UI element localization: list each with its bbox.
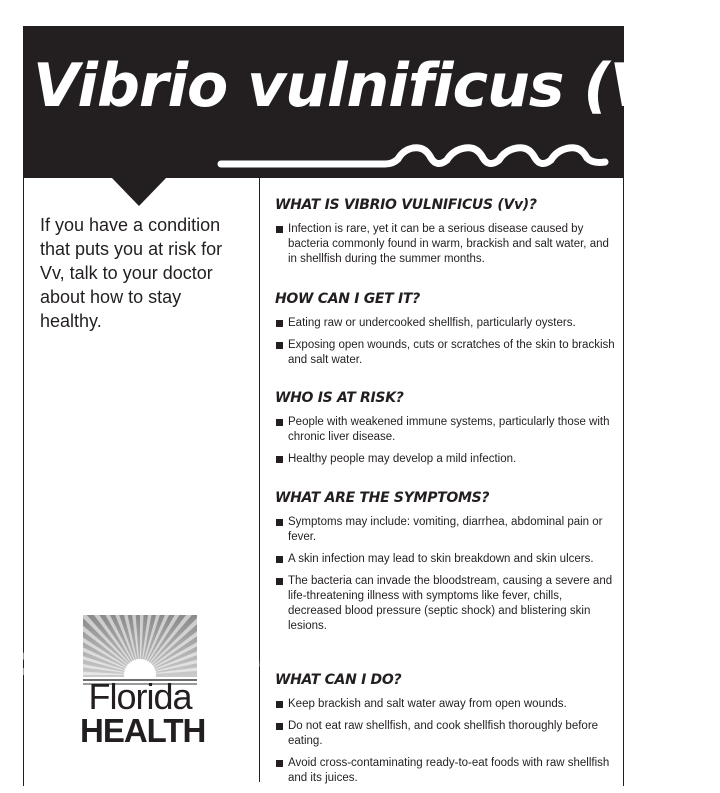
bullet-item (275, 316, 615, 331)
bullet-text: Healthy people may develop a mild infection. (288, 453, 517, 465)
bullet-text: Avoid cross-contaminating ready-to-eat foods with raw shellfish and its juices. (288, 757, 610, 784)
bullet-item (275, 756, 615, 786)
bullet-text: People with weakened immune systems, particularly those with chronic liver disease. (288, 416, 610, 443)
square-bullet-icon (276, 519, 283, 526)
section-heading: WHAT IS VIBRIO VULNIFICUS (Vv)? (275, 197, 537, 213)
square-bullet-icon (276, 226, 283, 233)
bullet-item (275, 338, 615, 368)
bullet-text: Keep brackish and salt water away from open wounds. (288, 698, 567, 710)
bullet-item (275, 222, 615, 267)
intro-text: If you have a condition that puts you at risk for Vv, talk to your doctor about how to stay healthy. (40, 215, 223, 331)
bullet-item (275, 574, 615, 634)
section-what-is (275, 196, 615, 274)
square-bullet-icon (276, 701, 283, 708)
bullet-item (275, 552, 615, 567)
banner-notch (111, 177, 167, 207)
section-heading: WHO IS AT RISK? (275, 390, 404, 406)
section-symptoms (275, 489, 615, 641)
bullet-item (275, 452, 615, 467)
bullet-list (275, 222, 615, 267)
square-bullet-icon (276, 578, 283, 585)
bullet-item (275, 719, 615, 749)
square-bullet-icon (276, 556, 283, 563)
bullet-text: Infection is rare, yet it can be a serious disease caused by bacteria commonly found in warm, brackish and salt water, and in shellfish during the summer months. (288, 223, 609, 265)
wave-decoration (215, 132, 615, 176)
bullet-list (275, 697, 615, 786)
logo-word-health: HEALTH (80, 712, 206, 749)
page-title: Vibrio vulnificus (Vv) (33, 51, 720, 121)
bullet-item (275, 415, 615, 445)
bullet-text: The bacteria can invade the bloodstream, causing a severe and life-threatening illness with symptoms like fever, chills, decreased blood pressure (septic shock) and blistering skin lesions. (288, 575, 613, 632)
bullet-text: A skin infection may lead to skin breakdown and skin ulcers. (288, 553, 594, 565)
logo-word-florida: Florida (88, 676, 192, 717)
florida-health-logo (80, 613, 206, 749)
bullet-list (275, 415, 615, 467)
bullet-item (275, 515, 615, 545)
bullet-text: Exposing open wounds, cuts or scratches of the skin to brackish and salt water. (288, 339, 615, 366)
square-bullet-icon (276, 342, 283, 349)
square-bullet-icon (276, 320, 283, 327)
section-what-can-i-do (275, 671, 615, 793)
section-who-is-at-risk (275, 389, 615, 474)
bullet-text: Do not eat raw shellfish, and cook shellfish thoroughly before eating. (288, 720, 599, 747)
column-divider (259, 178, 260, 782)
square-bullet-icon (276, 419, 283, 426)
square-bullet-icon (276, 456, 283, 463)
section-how-can-i-get-it (275, 290, 615, 375)
section-heading: WHAT ARE THE SYMPTOMS? (275, 490, 490, 506)
section-heading: HOW CAN I GET IT? (275, 291, 420, 307)
bullet-text: Eating raw or undercooked shellfish, particularly oysters. (288, 317, 576, 329)
square-bullet-icon (276, 723, 283, 730)
section-heading: WHAT CAN I DO? (275, 672, 402, 688)
square-bullet-icon (276, 760, 283, 767)
bullet-text: Symptoms may include: vomiting, diarrhea, abdominal pain or fever. (288, 516, 603, 543)
banner-bottom-rule (23, 177, 624, 178)
bullet-item (275, 697, 615, 712)
bullet-list (275, 515, 615, 634)
bullet-list (275, 316, 615, 368)
